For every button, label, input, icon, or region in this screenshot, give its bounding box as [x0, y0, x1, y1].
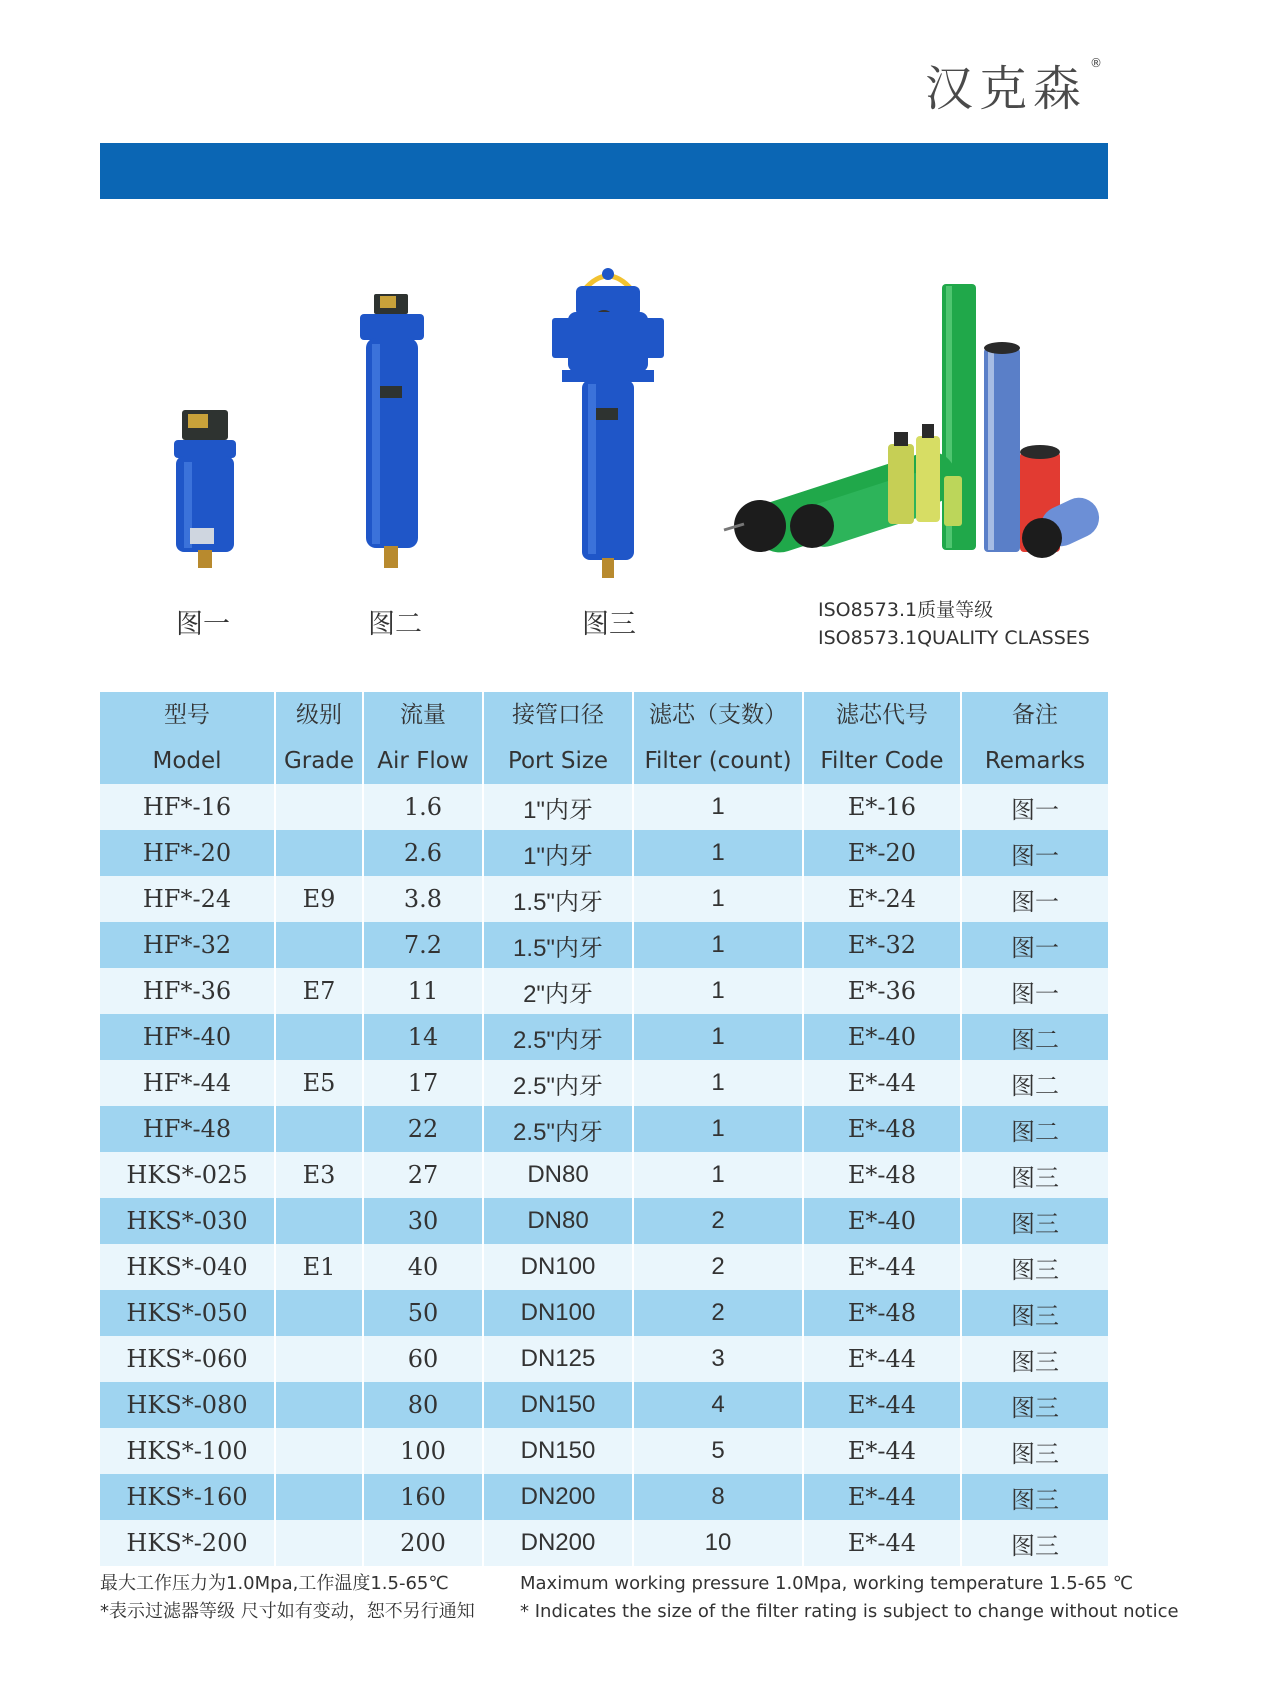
cell-remarks: 图三: [961, 1520, 1108, 1566]
cell-port-size: 2.5"内牙: [483, 1106, 633, 1152]
cell-grade: E5: [275, 1060, 363, 1106]
cell-filter-count: 5: [633, 1428, 803, 1474]
cell-port-size: 1.5"内牙: [483, 876, 633, 922]
cell-filter-code: E*-20: [803, 830, 961, 876]
cell-model: HF*-36: [100, 968, 275, 1014]
cell-port-size: DN125: [483, 1336, 633, 1382]
cell-remarks: 图一: [961, 830, 1108, 876]
header-filter-code: 滤芯代号 Filter Code: [803, 692, 961, 784]
cell-model: HKS*-040: [100, 1244, 275, 1290]
cell-filter-code: E*-44: [803, 1060, 961, 1106]
cell-filter-count: 1: [633, 1106, 803, 1152]
filter-small-image: [160, 400, 250, 580]
cell-grade: [275, 1014, 363, 1060]
cell-filter-code: E*-16: [803, 784, 961, 830]
cell-air-flow: 30: [363, 1198, 483, 1244]
cell-grade: E9: [275, 876, 363, 922]
table-row: [100, 1520, 1108, 1566]
cell-remarks: 图一: [961, 922, 1108, 968]
cell-grade: [275, 1474, 363, 1520]
cell-port-size: 1.5"内牙: [483, 922, 633, 968]
cell-filter-code: E*-40: [803, 1014, 961, 1060]
cell-air-flow: 17: [363, 1060, 483, 1106]
header-model: 型号 Model: [100, 692, 275, 784]
table-row: [100, 876, 1108, 922]
cell-filter-code: E*-40: [803, 1198, 961, 1244]
footer-notes-zh: [100, 1570, 475, 1626]
cell-filter-count: 1: [633, 784, 803, 830]
table-row: [100, 922, 1108, 968]
cell-air-flow: 200: [363, 1520, 483, 1566]
header-port-size: 接管口径 Port Size: [483, 692, 633, 784]
header-filter-count: 滤芯（支数） Filter (count): [633, 692, 803, 784]
cell-air-flow: 27: [363, 1152, 483, 1198]
cell-remarks: 图二: [961, 1014, 1108, 1060]
table-row: [100, 1428, 1108, 1474]
table-row: [100, 1336, 1108, 1382]
cell-filter-code: E*-48: [803, 1152, 961, 1198]
cell-port-size: DN100: [483, 1244, 633, 1290]
cell-model: HKS*-100: [100, 1428, 275, 1474]
cell-air-flow: 14: [363, 1014, 483, 1060]
cell-remarks: 图一: [961, 784, 1108, 830]
cell-air-flow: 2.6: [363, 830, 483, 876]
caption-fig1: 图一: [176, 609, 230, 640]
cell-grade: [275, 784, 363, 830]
cell-grade: E7: [275, 968, 363, 1014]
table-row: [100, 1014, 1108, 1060]
table-row: [100, 968, 1108, 1014]
cell-air-flow: 100: [363, 1428, 483, 1474]
cell-grade: [275, 1106, 363, 1152]
cell-remarks: 图三: [961, 1474, 1108, 1520]
cell-grade: [275, 1290, 363, 1336]
cell-filter-code: E*-44: [803, 1382, 961, 1428]
cell-filter-code: E*-44: [803, 1474, 961, 1520]
cell-port-size: DN80: [483, 1152, 633, 1198]
cell-filter-count: 1: [633, 922, 803, 968]
cell-model: HF*-32: [100, 922, 275, 968]
title-band: [100, 143, 1108, 199]
cell-model: HKS*-060: [100, 1336, 275, 1382]
cell-model: HF*-20: [100, 830, 275, 876]
cell-filter-count: 1: [633, 1014, 803, 1060]
cell-filter-code: E*-44: [803, 1428, 961, 1474]
cell-remarks: 图三: [961, 1336, 1108, 1382]
footer-en-line2: * Indicates the size of the filter rating is subject to change without notice: [520, 1601, 1179, 1622]
cell-port-size: DN200: [483, 1474, 633, 1520]
cell-model: HF*-48: [100, 1106, 275, 1152]
cell-remarks: 图三: [961, 1152, 1108, 1198]
cell-grade: [275, 830, 363, 876]
footer-notes-en: [520, 1570, 1179, 1626]
iso-quality-classes: [818, 596, 1090, 652]
cell-port-size: DN100: [483, 1290, 633, 1336]
cell-port-size: 2"内牙: [483, 968, 633, 1014]
cell-air-flow: 40: [363, 1244, 483, 1290]
cell-filter-code: E*-36: [803, 968, 961, 1014]
cell-air-flow: 11: [363, 968, 483, 1014]
cell-remarks: 图三: [961, 1198, 1108, 1244]
cell-filter-code: E*-48: [803, 1290, 961, 1336]
cell-filter-count: 2: [633, 1244, 803, 1290]
cell-model: HKS*-050: [100, 1290, 275, 1336]
caption-fig3: 图三: [582, 609, 636, 640]
table-row: [100, 1474, 1108, 1520]
table-header-row: [100, 692, 1108, 784]
table-row: [100, 1198, 1108, 1244]
table-row: [100, 1060, 1108, 1106]
caption-fig2: 图二: [368, 609, 422, 640]
cell-grade: [275, 1198, 363, 1244]
cell-remarks: 图三: [961, 1382, 1108, 1428]
cell-port-size: DN150: [483, 1382, 633, 1428]
cell-air-flow: 50: [363, 1290, 483, 1336]
table-row: [100, 1106, 1108, 1152]
cell-model: HKS*-030: [100, 1198, 275, 1244]
table-row: [100, 830, 1108, 876]
cell-port-size: 1"内牙: [483, 784, 633, 830]
cell-filter-count: 2: [633, 1290, 803, 1336]
cell-model: HKS*-080: [100, 1382, 275, 1428]
cell-remarks: 图一: [961, 968, 1108, 1014]
cell-grade: [275, 1382, 363, 1428]
cell-port-size: 1"内牙: [483, 830, 633, 876]
cell-model: HKS*-160: [100, 1474, 275, 1520]
table-row: [100, 784, 1108, 830]
table-row: [100, 1382, 1108, 1428]
cell-grade: E3: [275, 1152, 363, 1198]
iso-line-zh: ISO8573.1质量等级: [818, 599, 994, 621]
cell-port-size: DN80: [483, 1198, 633, 1244]
cell-filter-count: 4: [633, 1382, 803, 1428]
cell-filter-code: E*-44: [803, 1520, 961, 1566]
cell-grade: [275, 1520, 363, 1566]
cell-port-size: 2.5"内牙: [483, 1060, 633, 1106]
table-row: [100, 1290, 1108, 1336]
header-grade: 级别 Grade: [275, 692, 363, 784]
header-remarks: 备注 Remarks: [961, 692, 1108, 784]
cell-filter-count: 1: [633, 968, 803, 1014]
cell-air-flow: 1.6: [363, 784, 483, 830]
cell-filter-count: 8: [633, 1474, 803, 1520]
cell-port-size: DN150: [483, 1428, 633, 1474]
brand-name: 汉克森: [925, 61, 1088, 117]
cell-filter-code: E*-24: [803, 876, 961, 922]
footer-zh-line2: *表示过滤器等级 尺寸如有变动，恕不另行通知: [100, 1601, 475, 1622]
cell-air-flow: 80: [363, 1382, 483, 1428]
cell-grade: [275, 1336, 363, 1382]
cell-filter-code: E*-44: [803, 1336, 961, 1382]
cell-air-flow: 3.8: [363, 876, 483, 922]
cell-filter-count: 1: [633, 830, 803, 876]
filter-medium-image: [352, 288, 442, 578]
cell-air-flow: 22: [363, 1106, 483, 1152]
footer-en-line1: Maximum working pressure 1.0Mpa, working temperature 1.5-65 ℃: [520, 1573, 1133, 1594]
cell-filter-code: E*-44: [803, 1244, 961, 1290]
cell-filter-count: 1: [633, 876, 803, 922]
cell-model: HF*-16: [100, 784, 275, 830]
spec-table: [100, 692, 1108, 1566]
registered-mark: ®: [1090, 56, 1102, 70]
cell-model: HF*-24: [100, 876, 275, 922]
cell-port-size: 2.5"内牙: [483, 1014, 633, 1060]
cell-filter-code: E*-32: [803, 922, 961, 968]
footer-zh-line1: 最大工作压力为1.0Mpa,工作温度1.5-65℃: [100, 1573, 449, 1594]
filter-cartridges-image: [720, 276, 1120, 576]
cell-filter-code: E*-48: [803, 1106, 961, 1152]
cell-air-flow: 60: [363, 1336, 483, 1382]
cell-grade: E1: [275, 1244, 363, 1290]
cell-model: HKS*-200: [100, 1520, 275, 1566]
cell-remarks: 图二: [961, 1106, 1108, 1152]
cell-grade: [275, 922, 363, 968]
filter-flanged-image: [548, 262, 668, 582]
cell-model: HF*-44: [100, 1060, 275, 1106]
cell-air-flow: 160: [363, 1474, 483, 1520]
cell-grade: [275, 1428, 363, 1474]
table-row: [100, 1152, 1108, 1198]
cell-filter-count: 3: [633, 1336, 803, 1382]
header-air-flow: 流量 Air Flow: [363, 692, 483, 784]
cell-remarks: 图二: [961, 1060, 1108, 1106]
cell-filter-count: 1: [633, 1060, 803, 1106]
cell-air-flow: 7.2: [363, 922, 483, 968]
cell-model: HKS*-025: [100, 1152, 275, 1198]
cell-remarks: 图三: [961, 1290, 1108, 1336]
table-row: [100, 1244, 1108, 1290]
iso-line-en: ISO8573.1QUALITY CLASSES: [818, 627, 1090, 649]
cell-remarks: 图三: [961, 1244, 1108, 1290]
cell-remarks: 图一: [961, 876, 1108, 922]
cell-filter-count: 1: [633, 1152, 803, 1198]
cell-filter-count: 2: [633, 1198, 803, 1244]
cell-remarks: 图三: [961, 1428, 1108, 1474]
cell-filter-count: 10: [633, 1520, 803, 1566]
cell-model: HF*-40: [100, 1014, 275, 1060]
cell-port-size: DN200: [483, 1520, 633, 1566]
